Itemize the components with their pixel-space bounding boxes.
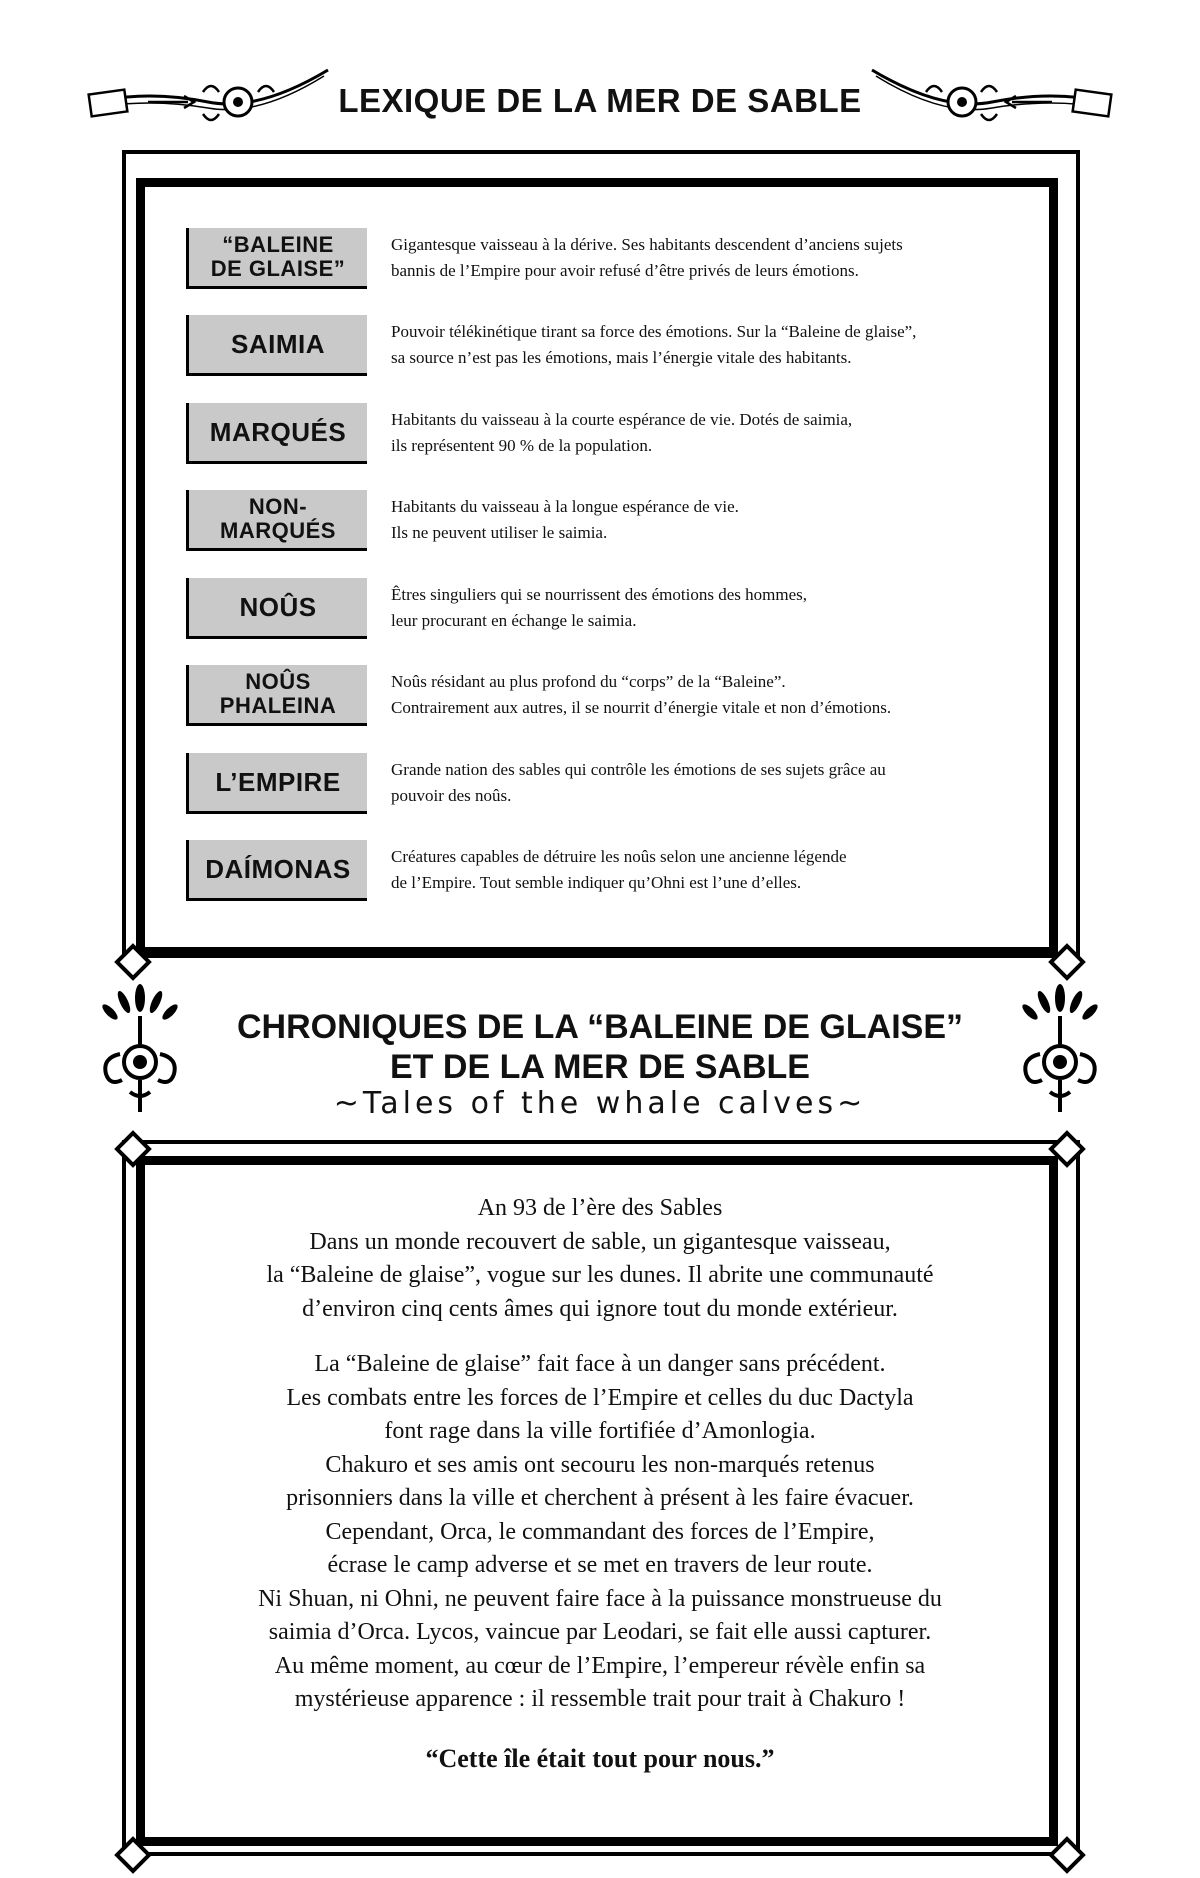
glossary-entry xyxy=(186,403,1046,465)
glossary-entry xyxy=(186,315,1046,377)
glossary-definition: Gigantesque vaisseau à la dérive. Ses habitants descendent d’anciens sujets bannis de l’Empire pour avoir refusé d’être privés de leurs émotions. xyxy=(391,235,903,280)
chronicle-quote: “Cette île était tout pour nous.” xyxy=(425,1744,775,1773)
glossary-definition: Grande nation des sables qui contrôle les émotions de ses sujets grâce au pouvoir des noûs. xyxy=(391,760,886,805)
chronicle-paragraph-1: An 93 de l’ère des Sables Dans un monde recouvert de sable, un gigantesque vaisseau, la “Baleine de glaise”, vogue sur les dunes. Il abrite une communauté d’environ cinq cents âmes qui ignore tout du monde extérieur. xyxy=(266,1195,934,1322)
glossary-definition: Noûs résidant au plus profond du “corps” de la “Baleine”. Contrairement aux autres, il se nourrit d’énergie vitale et non d’émotions. xyxy=(391,672,892,717)
chronicle-paragraph-2: La “Baleine de glaise” fait face à un danger sans précédent. Les combats entre les forces de l’Empire et celles du duc Dactyla font rage dans la ville fortifiée d’Amonlogia. Chakuro et ses amis ont secouru les non-marqués retenus prisonniers dans la ville et cherchent à présent à les faire évacuer. Cependant, Orca, le commandant des forces de l’Empire, écrase le camp adverse et se met en travers de leur route. Ni Shuan, ni Ohni, ne peuvent faire face à la puissance monstrueuse du saimia d’Orca. Lycos, vaincue par Leodari, se fait elle aussi capturer. Au même moment, au cœur de l’Empire, l’empereur révèle enfin sa mystérieuse apparence : il ressemble trait pour trait à Chakuro ! xyxy=(258,1351,942,1712)
glossary-entry xyxy=(186,490,1046,552)
glossary-entry xyxy=(186,753,1046,815)
glossary-term: NOÛS xyxy=(186,578,367,639)
glossary-entry xyxy=(186,840,1046,902)
glossary-entry xyxy=(186,578,1046,640)
glossary-term: MARQUÉS xyxy=(186,403,367,464)
frame-corner-diamond-icon xyxy=(116,945,150,979)
glossary-definition: Habitants du vaisseau à la longue espérance de vie. Ils ne peuvent utiliser le saimia. xyxy=(391,497,739,542)
frame-corner-diamond-icon xyxy=(1050,945,1084,979)
glossary-definition: Pouvoir télékinétique tirant sa force des émotions. Sur la “Baleine de glaise”, sa source n’est pas les émotions, mais l’énergie vitale des habitants. xyxy=(391,322,917,367)
glossary-definition: Créatures capables de détruire les noûs selon une ancienne légende de l’Empire. Tout semble indiquer qu’Ohni est l’une d’elles. xyxy=(391,847,847,892)
glossary-term: L’EMPIRE xyxy=(186,753,367,814)
glossary-definition: Êtres singuliers qui se nourrissent des émotions des hommes, leur procurant en échange le saimia. xyxy=(391,585,807,630)
chronicle-title-line1: CHRONIQUES DE LA “BALEINE DE GLAISE” xyxy=(236,1008,964,1046)
frame-corner-diamond-icon xyxy=(1050,1132,1084,1166)
glossary-entry xyxy=(186,665,1046,727)
glossary-entry xyxy=(186,228,1046,290)
glossary-term: “BALEINE DE GLAISE” xyxy=(186,228,367,289)
glossary-definition: Habitants du vaisseau à la courte espérance de vie. Dotés de saimia, ils représentent 90 % de la population. xyxy=(391,410,853,455)
glossary-term: NOÛS PHALEINA xyxy=(186,665,367,726)
chronicle-title-line2: ET DE LA MER DE SABLE xyxy=(390,1048,810,1086)
chronicle-subtitle: ~Tales of the whale calves~ xyxy=(333,1086,867,1121)
glossary-term: SAIMIA xyxy=(186,315,367,376)
frame-corner-diamond-icon xyxy=(116,1132,150,1166)
frame-corner-diamond-icon xyxy=(1050,1838,1084,1872)
glossary-term: DAÍMONAS xyxy=(186,840,367,901)
glossary-title: LEXIQUE DE LA MER DE SABLE xyxy=(338,82,862,119)
frame-corner-diamond-icon xyxy=(116,1838,150,1872)
glossary-term: NON- MARQUÉS xyxy=(186,490,367,551)
